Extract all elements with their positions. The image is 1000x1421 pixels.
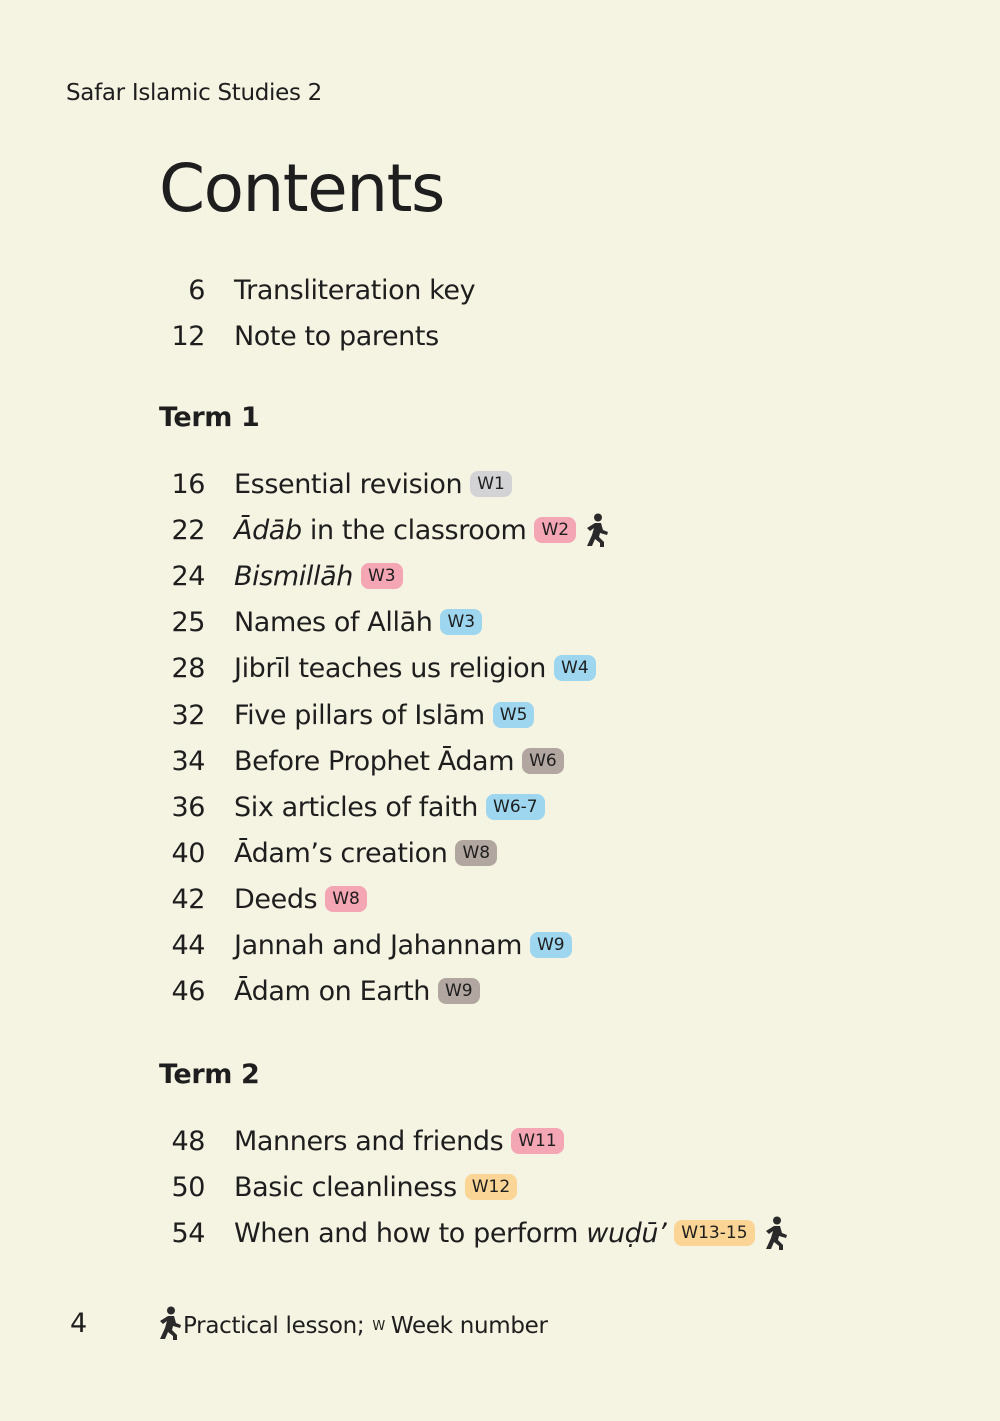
toc-entry-page: 25 — [171, 606, 205, 638]
running-person-icon — [584, 513, 610, 547]
toc-entry-title — [234, 1216, 789, 1250]
week-badge: W12 — [465, 1174, 517, 1200]
toc-entry-title-text: Before Prophet Ādam — [234, 745, 515, 777]
toc-entry-title — [234, 746, 564, 777]
week-badge: W5 — [493, 702, 535, 728]
toc-entry-title-text: Ādam’s creation — [234, 837, 448, 869]
running-person-icon — [157, 1306, 183, 1346]
toc-entry-title-text: Essential revision — [234, 468, 463, 500]
toc-entry-title-text: in the classroom — [301, 514, 527, 546]
toc-entry-page: 54 — [171, 1217, 205, 1249]
week-badge: W13-15 — [674, 1220, 754, 1246]
toc-entry-page: 42 — [171, 883, 205, 915]
toc-entry-title — [234, 792, 545, 823]
legend-week-text: Week number — [390, 1313, 548, 1339]
week-badge: W3 — [440, 609, 482, 635]
toc-entry-title-text: Manners and friends — [234, 1125, 504, 1157]
toc-entry-page: 28 — [171, 652, 205, 684]
toc-entry-title — [234, 1172, 517, 1203]
toc-entry-page: 34 — [171, 745, 205, 777]
toc-entry-title-text: Six articles of faith — [234, 791, 479, 823]
toc-entry-page: 50 — [171, 1171, 205, 1203]
toc-entry-page: 22 — [171, 514, 205, 546]
week-badge: W1 — [470, 471, 512, 497]
toc-entry-title-text: When and how to perform — [234, 1217, 587, 1249]
toc-entry-title — [234, 561, 403, 592]
toc-entry-page: 24 — [171, 560, 205, 592]
page-title: Contents — [159, 150, 444, 227]
toc-entry-title — [234, 513, 610, 547]
week-badge: W8 — [325, 886, 367, 912]
toc-entry-title — [234, 607, 482, 638]
week-badge: W11 — [511, 1128, 563, 1154]
toc-entry-title — [234, 884, 367, 915]
week-badge: W2 — [534, 517, 576, 543]
toc-entry-title — [234, 275, 475, 306]
toc-entry-title — [234, 838, 497, 869]
toc-entry-title — [234, 469, 512, 500]
page-number: 4 — [70, 1308, 88, 1339]
toc-entry-title — [234, 321, 439, 352]
legend-practical-text: Practical lesson; — [183, 1313, 365, 1339]
toc-entry-title-text: Jibrīl teaches us religion — [234, 652, 547, 684]
toc-entry-title — [234, 930, 572, 961]
toc-entry-page: 6 — [188, 274, 205, 306]
toc-entry-title-text: Names of Allāh — [234, 606, 433, 638]
toc-entry-page: 46 — [171, 975, 205, 1007]
toc-entry-title-text: Five pillars of Islām — [234, 699, 485, 731]
term-heading: Term 2 — [159, 1059, 260, 1090]
toc-entry-title-text: Note to parents — [234, 320, 439, 352]
toc-entry-page: 36 — [171, 791, 205, 823]
toc-entry-title-italic: Bismillāh — [234, 560, 353, 592]
toc-entry-title-text: Deeds — [234, 883, 318, 915]
week-badge: W6-7 — [486, 794, 545, 820]
toc-entry-title-text: Transliteration key — [234, 274, 476, 306]
week-badge: W9 — [530, 932, 572, 958]
toc-entry-page: 16 — [171, 468, 205, 500]
toc-entry-title-text: Jannah and Jahannam — [234, 929, 522, 961]
week-badge: W4 — [554, 655, 596, 681]
week-badge: W8 — [455, 840, 497, 866]
toc-entry-page: 40 — [171, 837, 205, 869]
toc-entry-title-italic: Ādāb — [234, 514, 302, 546]
toc-entry-page: 44 — [171, 929, 205, 961]
legend-week-letter: W — [372, 1318, 385, 1334]
week-badge: W6 — [522, 748, 564, 774]
book-title: Safar Islamic Studies 2 — [66, 80, 323, 106]
term-heading: Term 1 — [159, 402, 260, 433]
toc-entry-title — [234, 653, 596, 684]
toc-entry-title-text: Ādam on Earth — [234, 975, 430, 1007]
week-badge: W3 — [361, 563, 403, 589]
toc-entry-title — [234, 1126, 564, 1157]
toc-entry-title — [234, 700, 534, 731]
toc-entry-page: 32 — [171, 699, 205, 731]
legend — [157, 1306, 548, 1346]
toc-entry-page: 48 — [171, 1125, 205, 1157]
toc-entry-title-italic: wuḍū’ — [586, 1217, 667, 1249]
toc-entry-title — [234, 976, 480, 1007]
running-person-icon — [763, 1216, 789, 1250]
toc-entry-title-text: Basic cleanliness — [234, 1171, 457, 1203]
toc-entry-page: 12 — [171, 320, 205, 352]
week-badge: W9 — [438, 978, 480, 1004]
